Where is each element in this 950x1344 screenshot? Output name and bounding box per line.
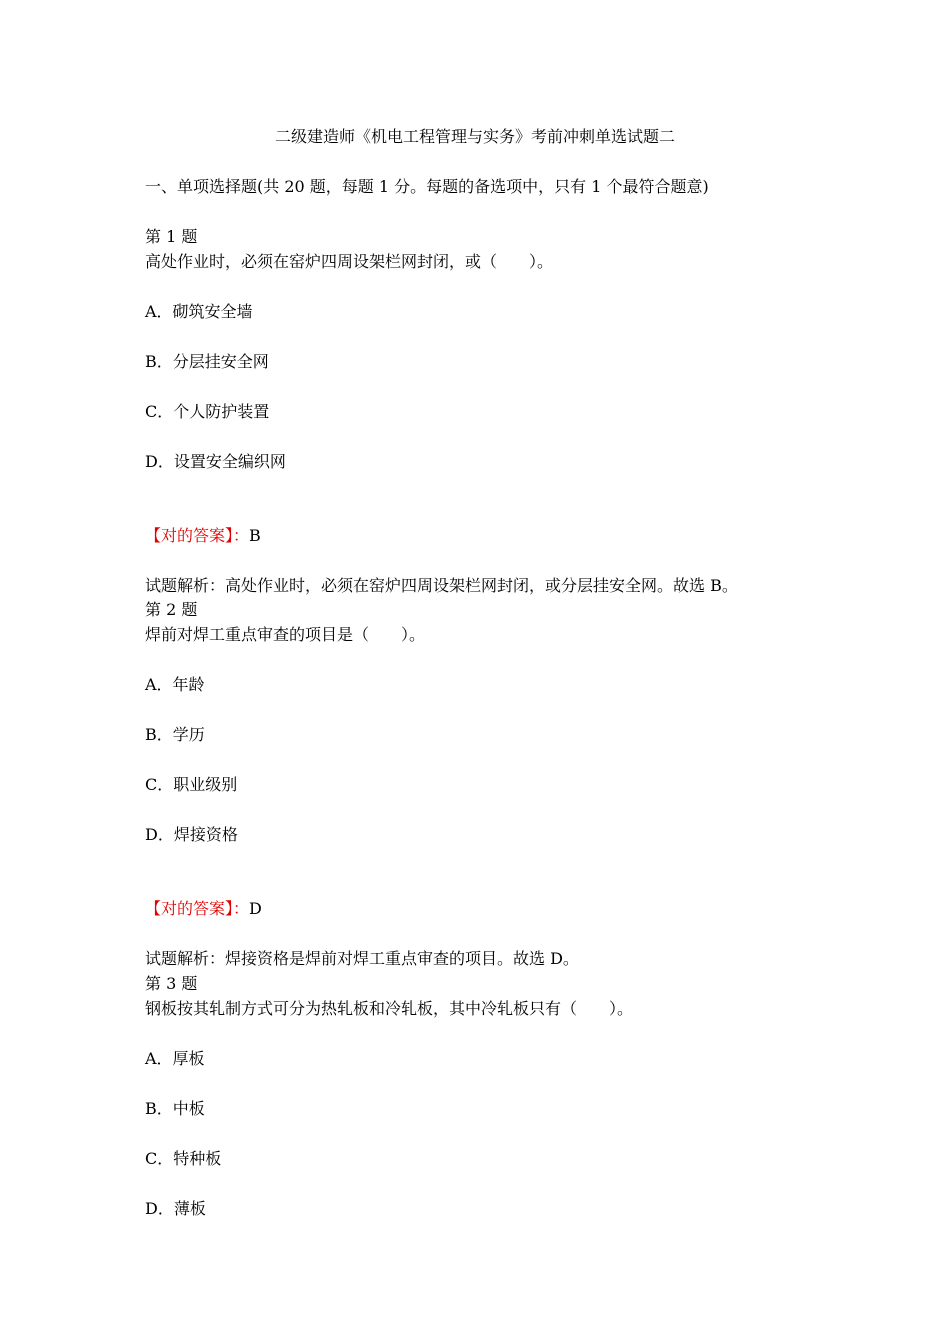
section-heading: 一、单项选择题(共 20 题，每题 1 分。每题的备选项中，只有 1 个最符合题意) bbox=[145, 177, 709, 196]
question-1-option-b: B．分层挂安全网 bbox=[145, 352, 269, 371]
question-2-stem: 焊前对焊工重点审查的项目是（ ）。 bbox=[145, 625, 426, 644]
document-title: 二级建造师《机电工程管理与实务》考前冲刺单选试题二 bbox=[274, 127, 675, 146]
question-1-analysis: 试题解析：高处作业时，必须在窑炉四周设架栏网封闭，或分层挂安全网。故选 B。 bbox=[145, 576, 738, 595]
question-3-option-b: B．中板 bbox=[145, 1099, 205, 1118]
question-2-answer bbox=[145, 898, 262, 920]
question-1-answer bbox=[145, 525, 261, 547]
question-1-stem: 高处作业时，必须在窑炉四周设架栏网封闭，或（ ）。 bbox=[145, 252, 554, 271]
question-2-option-b: B．学历 bbox=[145, 725, 205, 744]
answer-label: 【对的答案】： bbox=[145, 899, 250, 918]
question-3-number: 第 3 题 bbox=[145, 974, 198, 993]
question-1-number: 第 1 题 bbox=[145, 227, 198, 246]
question-3-option-d: D．薄板 bbox=[145, 1199, 206, 1218]
question-2-analysis: 试题解析：焊接资格是焊前对焊工重点审查的项目。故选 D。 bbox=[145, 949, 579, 968]
answer-value: D bbox=[249, 899, 262, 918]
answer-label: 【对的答案】： bbox=[145, 526, 250, 545]
question-2-option-a: A．年龄 bbox=[145, 675, 205, 694]
question-3-stem: 钢板按其轧制方式可分为热轧板和冷轧板，其中冷轧板只有（ ）。 bbox=[145, 999, 634, 1018]
question-3-option-c: C．特种板 bbox=[145, 1149, 222, 1168]
question-2-number: 第 2 题 bbox=[145, 600, 198, 619]
question-2-option-c: C．职业级别 bbox=[145, 775, 238, 794]
question-1-option-c: C．个人防护装置 bbox=[145, 402, 270, 421]
question-1-option-a: A．砌筑安全墙 bbox=[145, 302, 253, 321]
question-3-option-a: A．厚板 bbox=[145, 1049, 205, 1068]
question-2-option-d: D．焊接资格 bbox=[145, 825, 238, 844]
question-1-option-d: D．设置安全编织网 bbox=[145, 452, 286, 471]
answer-value: B bbox=[249, 526, 261, 545]
